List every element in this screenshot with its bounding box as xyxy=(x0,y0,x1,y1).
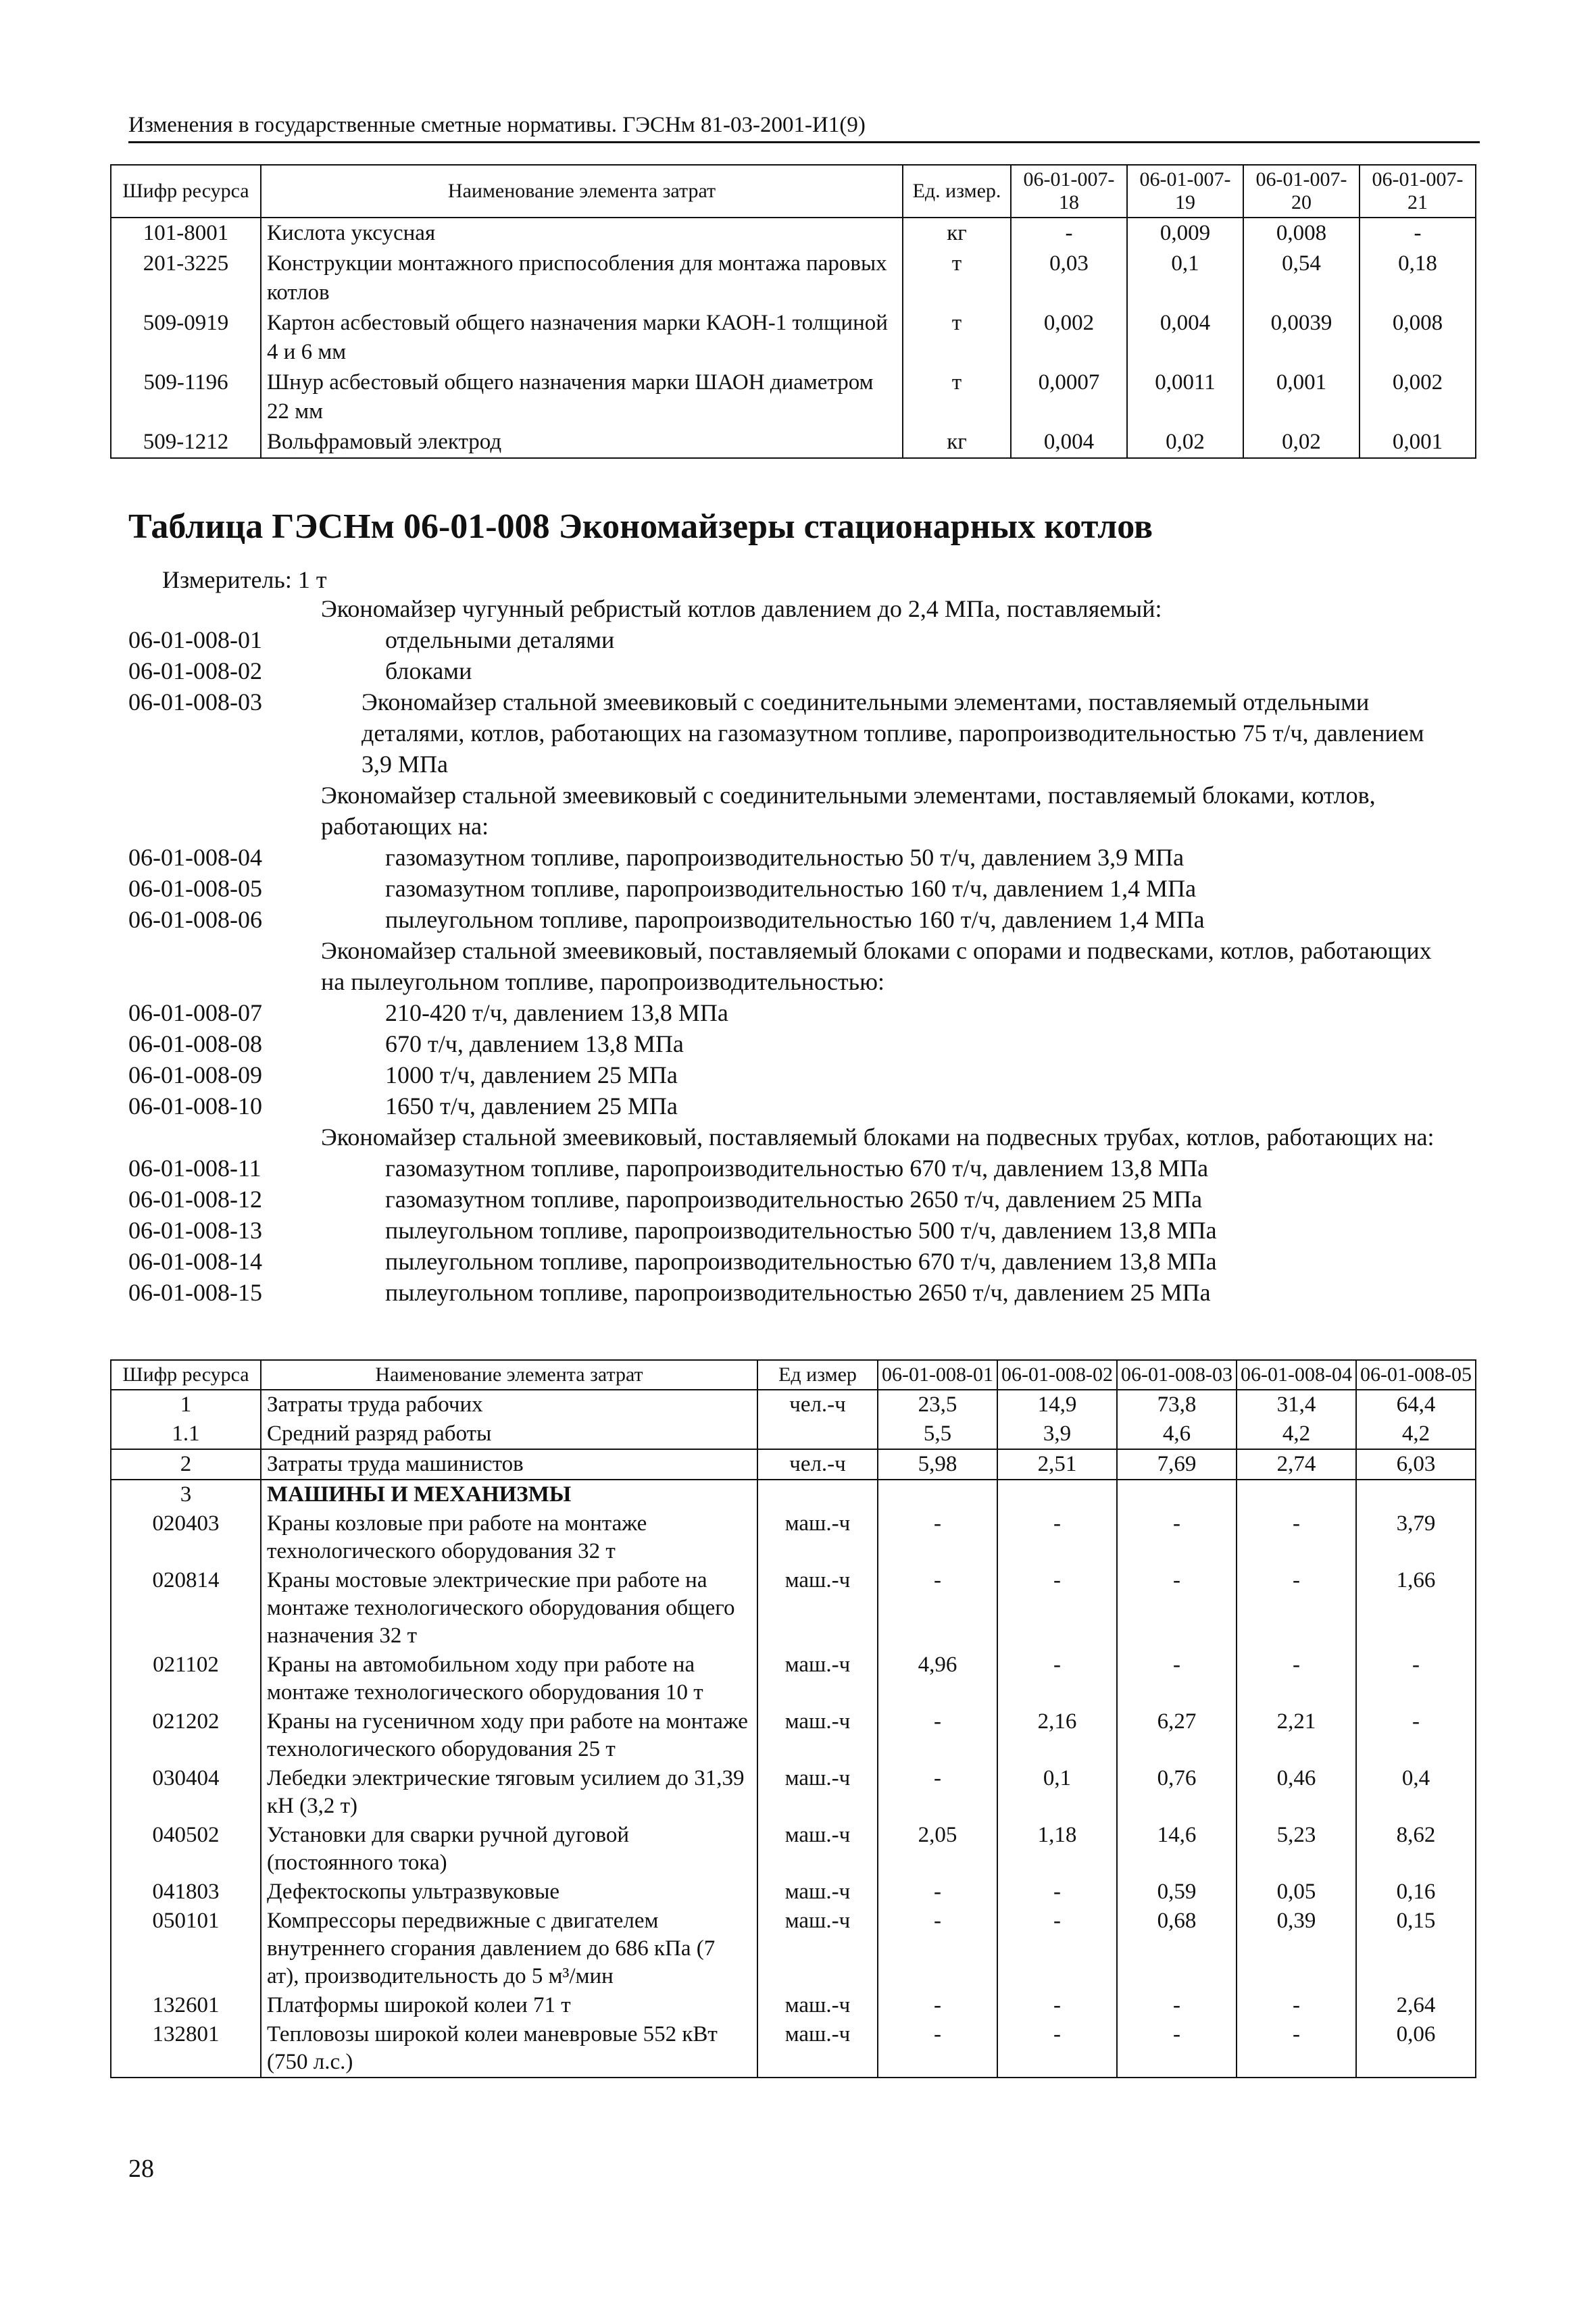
norm-description: отдельными деталями xyxy=(385,626,615,653)
value-cell: - xyxy=(1117,1991,1237,2020)
value-cell: 31,4 xyxy=(1237,1390,1356,1419)
resource-code: 041803 xyxy=(111,1878,261,1907)
value-cell: 0,0007 xyxy=(1011,368,1127,427)
group-description: Экономайзер чугунный ребристый котлов давлением до 2,4 МПа, поставляемый: xyxy=(321,595,1162,622)
norm-code: 06-01-008-07 xyxy=(128,999,262,1026)
unit-cell: кг xyxy=(903,427,1011,458)
column-header: 06-01-008-05 xyxy=(1356,1360,1476,1390)
value-cell: 0,002 xyxy=(1360,368,1476,427)
group-description: Экономайзер стальной змеевиковый, поставляемый блоками с опорами и подвесками, котлов, работающих на пылеугольном топливе, паропроизводительностью: xyxy=(321,937,1432,995)
resource-name: Кислота уксусная xyxy=(261,218,903,249)
column-header: 06-01-008-01 xyxy=(878,1360,997,1390)
value-cell: 0,39 xyxy=(1237,1907,1356,1991)
value-cell: 0,02 xyxy=(1243,427,1360,458)
resource-code: 201-3225 xyxy=(111,249,261,308)
norm-description: блоками xyxy=(385,657,472,684)
table-row xyxy=(111,1991,1476,2020)
value-cell: - xyxy=(997,1991,1117,2020)
value-cell: - xyxy=(997,1509,1117,1566)
resource-code: 050101 xyxy=(111,1907,261,1991)
value-cell: - xyxy=(997,1651,1117,1707)
value-cell: 4,2 xyxy=(1237,1419,1356,1449)
norm-code: 06-01-008-05 xyxy=(128,875,262,902)
value-cell: - xyxy=(878,2020,997,2078)
unit-cell: чел.-ч xyxy=(757,1449,878,1480)
resource-name: Затраты труда машинистов xyxy=(261,1449,757,1480)
value-cell: 0,008 xyxy=(1243,218,1360,249)
value-cell: 6,27 xyxy=(1117,1707,1237,1764)
resource-code: 021102 xyxy=(111,1651,261,1707)
value-cell: 0,46 xyxy=(1237,1764,1356,1821)
value-cell: 0,009 xyxy=(1127,218,1243,249)
value-cell: 23,5 xyxy=(878,1390,997,1419)
value-cell: 2,21 xyxy=(1237,1707,1356,1764)
table-row xyxy=(111,249,1476,308)
value-cell: - xyxy=(1011,218,1127,249)
value-cell: - xyxy=(878,1878,997,1907)
value-cell: 8,62 xyxy=(1356,1821,1476,1878)
resource-code: 132601 xyxy=(111,1991,261,2020)
value-cell: 6,03 xyxy=(1356,1449,1476,1480)
value-cell: 0,02 xyxy=(1127,427,1243,458)
norm-code: 06-01-008-10 xyxy=(128,1092,262,1120)
table-row xyxy=(111,218,1476,249)
resource-code: 020814 xyxy=(111,1566,261,1651)
norm-entry xyxy=(128,780,1453,842)
resource-name: Краны мостовые электрические при работе на монтаже технологического оборудования общего назначения 32 т xyxy=(261,1566,757,1651)
value-cell: - xyxy=(878,1764,997,1821)
norm-description: газомазутном топливе, паропроизводительностью 50 т/ч, давлением 3,9 МПа xyxy=(385,844,1184,871)
resource-name: Краны козловые при работе на монтаже технологического оборудования 32 т xyxy=(261,1509,757,1566)
value-cell: 0,18 xyxy=(1360,249,1476,308)
value-cell: - xyxy=(997,2020,1117,2078)
unit-cell: маш.-ч xyxy=(757,1651,878,1707)
norm-entry xyxy=(128,904,1453,935)
column-header: 06-01-007-19 xyxy=(1127,165,1243,218)
value-cell: 0,004 xyxy=(1127,308,1243,368)
resource-name: Краны на гусеничном ходу при работе на монтаже технологического оборудования 25 т xyxy=(261,1707,757,1764)
norm-code: 06-01-008-01 xyxy=(128,626,262,653)
unit-cell: маш.-ч xyxy=(757,1878,878,1907)
column-header: Ед измер xyxy=(757,1360,878,1390)
norm-description: Экономайзер стальной змеевиковый с соединительными элементами, поставляемый отдельными деталями, котлов, работающих на газомазутном топливе, паропроизводительностью 75 т/ч, давлением 3,9 МПа xyxy=(361,688,1424,778)
value-cell: - xyxy=(1360,218,1476,249)
value-cell: - xyxy=(1237,1566,1356,1651)
value-cell: - xyxy=(997,1878,1117,1907)
value-cell: - xyxy=(997,1566,1117,1651)
resource-code: 040502 xyxy=(111,1821,261,1878)
resource-name: Картон асбестовый общего назначения марки КАОН-1 толщиной 4 и 6 мм xyxy=(261,308,903,368)
unit-cell xyxy=(757,1419,878,1449)
norm-description-list xyxy=(128,593,1453,1308)
column-header: Наименование элемента затрат xyxy=(261,165,903,218)
table-header-row xyxy=(111,1360,1476,1390)
unit-cell: маш.-ч xyxy=(757,1821,878,1878)
value-cell: 5,5 xyxy=(878,1419,997,1449)
value-cell: - xyxy=(1237,1509,1356,1566)
table-row xyxy=(111,1449,1476,1480)
table-row xyxy=(111,1390,1476,1419)
value-cell: - xyxy=(1237,1651,1356,1707)
unit-cell: кг xyxy=(903,218,1011,249)
table-row xyxy=(111,1566,1476,1651)
value-cell: 0,05 xyxy=(1237,1878,1356,1907)
meter-line: Измеритель: 1 т xyxy=(162,566,327,593)
value-cell: 14,9 xyxy=(997,1390,1117,1419)
resource-code: 509-0919 xyxy=(111,308,261,368)
norm-entry xyxy=(128,1028,1453,1059)
table-row xyxy=(111,1509,1476,1566)
value-cell: 2,05 xyxy=(878,1821,997,1878)
unit-cell: маш.-ч xyxy=(757,1566,878,1651)
norm-code: 06-01-008-14 xyxy=(128,1248,262,1275)
norm-description: 670 т/ч, давлением 13,8 МПа xyxy=(385,1030,684,1057)
norm-entry xyxy=(128,997,1453,1028)
value-cell: 2,74 xyxy=(1237,1449,1356,1480)
value-cell: - xyxy=(878,1991,997,2020)
table-row xyxy=(111,1821,1476,1878)
table-row xyxy=(111,1651,1476,1707)
table-title: Таблица ГЭСНм 06-01-008 Экономайзеры стационарных котлов xyxy=(128,507,1153,546)
norm-code: 06-01-008-12 xyxy=(128,1186,262,1213)
resource-name: Средний разряд работы xyxy=(261,1419,757,1449)
value-cell: 2,16 xyxy=(997,1707,1117,1764)
resource-name: Шнур асбестовый общего назначения марки ШАОН диаметром 22 мм xyxy=(261,368,903,427)
value-cell: - xyxy=(1117,2020,1237,2078)
norm-entry xyxy=(128,1153,1453,1184)
resource-code: 2 xyxy=(111,1449,261,1480)
resource-code: 3 xyxy=(111,1480,261,1509)
value-cell: 0,1 xyxy=(997,1764,1117,1821)
value-cell: 5,23 xyxy=(1237,1821,1356,1878)
value-cell: 4,2 xyxy=(1356,1419,1476,1449)
value-cell xyxy=(1117,1480,1237,1509)
resource-name: Установки для сварки ручной дуговой (постоянного тока) xyxy=(261,1821,757,1878)
unit-cell: маш.-ч xyxy=(757,1764,878,1821)
unit-cell: маш.-ч xyxy=(757,1991,878,2020)
value-cell: 73,8 xyxy=(1117,1390,1237,1419)
resource-name: Конструкции монтажного приспособления для монтажа паровых котлов xyxy=(261,249,903,308)
column-header: Шифр ресурса xyxy=(111,165,261,218)
resource-name: Краны на автомобильном ходу при работе на монтаже технологического оборудования 10 т xyxy=(261,1651,757,1707)
norm-description: пылеугольном топливе, паропроизводительностью 500 т/ч, давлением 13,8 МПа xyxy=(385,1217,1217,1244)
column-header: Наименование элемента затрат xyxy=(261,1360,757,1390)
resource-code: 132801 xyxy=(111,2020,261,2078)
value-cell: 0,06 xyxy=(1356,2020,1476,2078)
norm-entry xyxy=(128,1246,1453,1277)
table-row xyxy=(111,368,1476,427)
resource-code: 021202 xyxy=(111,1707,261,1764)
norm-description: 1650 т/ч, давлением 25 МПа xyxy=(385,1092,678,1120)
value-cell: 0,15 xyxy=(1356,1907,1476,1991)
value-cell: - xyxy=(1356,1707,1476,1764)
norm-description: 210-420 т/ч, давлением 13,8 МПа xyxy=(385,999,728,1026)
value-cell: - xyxy=(878,1707,997,1764)
table-row xyxy=(111,2020,1476,2078)
value-cell: 7,69 xyxy=(1117,1449,1237,1480)
norm-entry xyxy=(128,1122,1453,1153)
value-cell: 0,001 xyxy=(1243,368,1360,427)
unit-cell: маш.-ч xyxy=(757,2020,878,2078)
resource-code: 020403 xyxy=(111,1509,261,1566)
norm-description: пылеугольном топливе, паропроизводительностью 670 т/ч, давлением 13,8 МПа xyxy=(385,1248,1217,1275)
resource-name: Затраты труда рабочих xyxy=(261,1390,757,1419)
norm-entry xyxy=(128,1277,1453,1308)
norm-entry xyxy=(128,873,1453,904)
unit-cell: т xyxy=(903,249,1011,308)
norm-code: 06-01-008-11 xyxy=(128,1155,261,1182)
unit-cell xyxy=(757,1480,878,1509)
norm-entry xyxy=(128,935,1453,997)
value-cell: 0,001 xyxy=(1360,427,1476,458)
norm-entry xyxy=(128,1090,1453,1122)
value-cell: 0,002 xyxy=(1011,308,1127,368)
norm-description: пылеугольном топливе, паропроизводительностью 2650 т/ч, давлением 25 МПа xyxy=(385,1279,1211,1306)
value-cell: - xyxy=(878,1509,997,1566)
value-cell: 0,4 xyxy=(1356,1764,1476,1821)
column-header: 06-01-008-04 xyxy=(1237,1360,1356,1390)
norm-entry xyxy=(128,593,1453,624)
value-cell: 0,16 xyxy=(1356,1878,1476,1907)
norm-description: пылеугольном топливе, паропроизводительностью 160 т/ч, давлением 1,4 МПа xyxy=(385,906,1205,933)
page-number: 28 xyxy=(128,2155,154,2183)
value-cell: - xyxy=(1237,2020,1356,2078)
norm-description: газомазутном топливе, паропроизводительностью 160 т/ч, давлением 1,4 МПа xyxy=(385,875,1197,902)
value-cell: 2,64 xyxy=(1356,1991,1476,2020)
unit-cell: маш.-ч xyxy=(757,1907,878,1991)
resource-code: 101-8001 xyxy=(111,218,261,249)
resource-code: 030404 xyxy=(111,1764,261,1821)
value-cell: 1,18 xyxy=(997,1821,1117,1878)
table-row xyxy=(111,1907,1476,1991)
table-row xyxy=(111,1480,1476,1509)
value-cell: - xyxy=(1117,1509,1237,1566)
norm-code: 06-01-008-03 xyxy=(128,688,262,715)
norm-description: газомазутном топливе, паропроизводительностью 670 т/ч, давлением 13,8 МПа xyxy=(385,1155,1209,1182)
value-cell: 14,6 xyxy=(1117,1821,1237,1878)
column-header: 06-01-008-03 xyxy=(1117,1360,1237,1390)
norm-entry xyxy=(128,686,1453,780)
value-cell xyxy=(1356,1480,1476,1509)
value-cell: 0,0039 xyxy=(1243,308,1360,368)
value-cell: - xyxy=(878,1907,997,1991)
table-row xyxy=(111,1419,1476,1449)
value-cell xyxy=(1237,1480,1356,1509)
table-row xyxy=(111,1764,1476,1821)
resource-code: 1 xyxy=(111,1390,261,1419)
value-cell: 0,03 xyxy=(1011,249,1127,308)
resource-table-008 xyxy=(110,1359,1476,2078)
running-header: Изменения в государственные сметные нормативы. ГЭСНм 81-03-2001-И1(9) xyxy=(128,111,1480,143)
group-description: Экономайзер стальной змеевиковый с соединительными элементами, поставляемый блоками, котлов, работающих на: xyxy=(321,782,1376,840)
norm-entry xyxy=(128,1059,1453,1090)
norm-entry xyxy=(128,1184,1453,1215)
norm-entry xyxy=(128,624,1453,655)
norm-entry xyxy=(128,655,1453,686)
value-cell: - xyxy=(1117,1566,1237,1651)
norm-code: 06-01-008-13 xyxy=(128,1217,262,1244)
norm-code: 06-01-008-08 xyxy=(128,1030,262,1057)
resource-code: 509-1196 xyxy=(111,368,261,427)
value-cell xyxy=(997,1480,1117,1509)
group-description: Экономайзер стальной змеевиковый, поставляемый блоками на подвесных трубах, котлов, работающих на: xyxy=(321,1124,1435,1151)
resource-name: МАШИНЫ И МЕХАНИЗМЫ xyxy=(261,1480,757,1509)
value-cell: 0,76 xyxy=(1117,1764,1237,1821)
table-header-row xyxy=(111,165,1476,218)
value-cell: - xyxy=(1237,1991,1356,2020)
resource-code: 509-1212 xyxy=(111,427,261,458)
value-cell: 0,1 xyxy=(1127,249,1243,308)
value-cell: 5,98 xyxy=(878,1449,997,1480)
column-header: 06-01-007-20 xyxy=(1243,165,1360,218)
value-cell: 0,59 xyxy=(1117,1878,1237,1907)
column-header: Шифр ресурса xyxy=(111,1360,261,1390)
value-cell: 64,4 xyxy=(1356,1390,1476,1419)
resource-name: Вольфрамовый электрод xyxy=(261,427,903,458)
table-row xyxy=(111,308,1476,368)
value-cell: - xyxy=(1356,1651,1476,1707)
table-row xyxy=(111,427,1476,458)
value-cell: 3,9 xyxy=(997,1419,1117,1449)
unit-cell: т xyxy=(903,368,1011,427)
column-header: 06-01-008-02 xyxy=(997,1360,1117,1390)
resource-name: Дефектоскопы ультразвуковые xyxy=(261,1878,757,1907)
table-row xyxy=(111,1707,1476,1764)
value-cell: - xyxy=(997,1907,1117,1991)
norm-code: 06-01-008-04 xyxy=(128,844,262,871)
unit-cell: маш.-ч xyxy=(757,1707,878,1764)
column-header: 06-01-007-21 xyxy=(1360,165,1476,218)
resource-name: Компрессоры передвижные с двигателем внутреннего сгорания давлением до 686 кПа (7 ат), производительность до 5 м³/мин xyxy=(261,1907,757,1991)
value-cell: 0,004 xyxy=(1011,427,1127,458)
value-cell: - xyxy=(878,1566,997,1651)
resource-code: 1.1 xyxy=(111,1419,261,1449)
value-cell: 4,6 xyxy=(1117,1419,1237,1449)
value-cell: 2,51 xyxy=(997,1449,1117,1480)
resource-name: Лебедки электрические тяговым усилием до 31,39 кН (3,2 т) xyxy=(261,1764,757,1821)
value-cell: 0,68 xyxy=(1117,1907,1237,1991)
norm-description: газомазутном топливе, паропроизводительностью 2650 т/ч, давлением 25 МПа xyxy=(385,1186,1203,1213)
value-cell: - xyxy=(1117,1651,1237,1707)
norm-code: 06-01-008-15 xyxy=(128,1279,262,1306)
value-cell: 3,79 xyxy=(1356,1509,1476,1566)
resource-table-007 xyxy=(110,164,1476,459)
norm-entry xyxy=(128,1215,1453,1246)
norm-entry xyxy=(128,842,1453,873)
value-cell: 0,54 xyxy=(1243,249,1360,308)
table-row xyxy=(111,1878,1476,1907)
resource-name: Тепловозы широкой колеи маневровые 552 кВт (750 л.с.) xyxy=(261,2020,757,2078)
value-cell: 0,0011 xyxy=(1127,368,1243,427)
value-cell: 0,008 xyxy=(1360,308,1476,368)
value-cell: 4,96 xyxy=(878,1651,997,1707)
column-header: 06-01-007-18 xyxy=(1011,165,1127,218)
norm-description: 1000 т/ч, давлением 25 МПа xyxy=(385,1061,678,1088)
unit-cell: т xyxy=(903,308,1011,368)
norm-code: 06-01-008-06 xyxy=(128,906,262,933)
value-cell: 1,66 xyxy=(1356,1566,1476,1651)
unit-cell: чел.-ч xyxy=(757,1390,878,1419)
norm-code: 06-01-008-09 xyxy=(128,1061,262,1088)
resource-name: Платформы широкой колеи 71 т xyxy=(261,1991,757,2020)
value-cell xyxy=(878,1480,997,1509)
column-header: Ед. измер. xyxy=(903,165,1011,218)
unit-cell: маш.-ч xyxy=(757,1509,878,1566)
norm-code: 06-01-008-02 xyxy=(128,657,262,684)
